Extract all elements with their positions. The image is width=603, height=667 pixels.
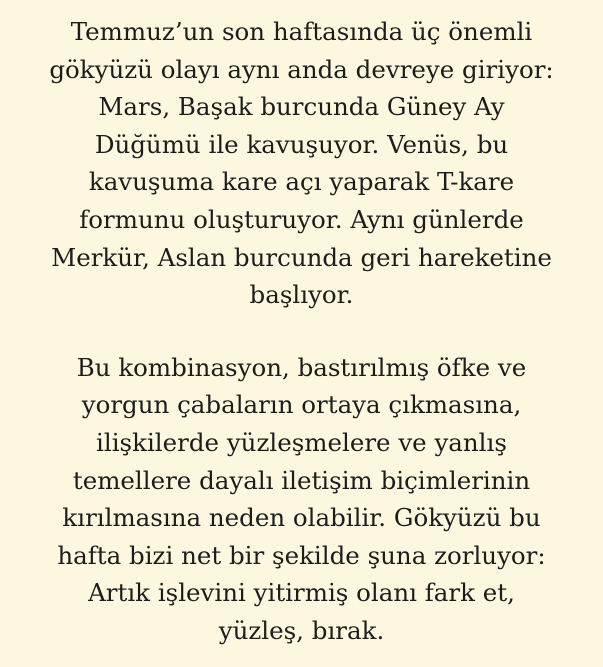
text-line: yüzleş, bırak.: [218, 615, 385, 645]
text-line: hafta bizi net bir şekilde şuna zorluyor:: [57, 540, 546, 570]
paragraph-interpretation: [0, 349, 603, 650]
text-line: ilişkilerde yüzleşmelere ve yanlış: [96, 427, 507, 457]
paragraph-spacer: [0, 314, 603, 349]
text-line: gökyüzü olayı aynı anda devreye giriyor:: [49, 54, 554, 84]
text-line: temellere dayalı iletişim biçimlerinin: [72, 465, 531, 495]
paragraph-astro-events: [0, 13, 603, 314]
text-line: Artık işlevini yitirmiş olanı fark et,: [88, 578, 515, 608]
text-line: Bu kombinasyon, bastırılmış öfke ve: [76, 352, 527, 382]
text-line: yorgun çabaların ortaya çıkmasına,: [81, 390, 522, 420]
text-line: formunu oluşturuyor. Aynı günlerde: [79, 204, 524, 234]
text-line: kavuşuma kare açı yaparak T-kare: [88, 167, 515, 197]
text-line: Düğümü ile kavuşuyor. Venüs, bu: [94, 129, 509, 159]
text-line: başlıyor.: [249, 280, 354, 310]
text-line: Mars, Başak burcunda Güney Ay: [98, 92, 505, 122]
text-line: Merkür, Aslan burcunda geri hareketine: [51, 242, 552, 272]
text-line: Temmuz’un son haftasında üç önemli: [70, 17, 533, 46]
text-line: kırılmasına neden olabilir. Gökyüzü bu: [62, 503, 541, 533]
